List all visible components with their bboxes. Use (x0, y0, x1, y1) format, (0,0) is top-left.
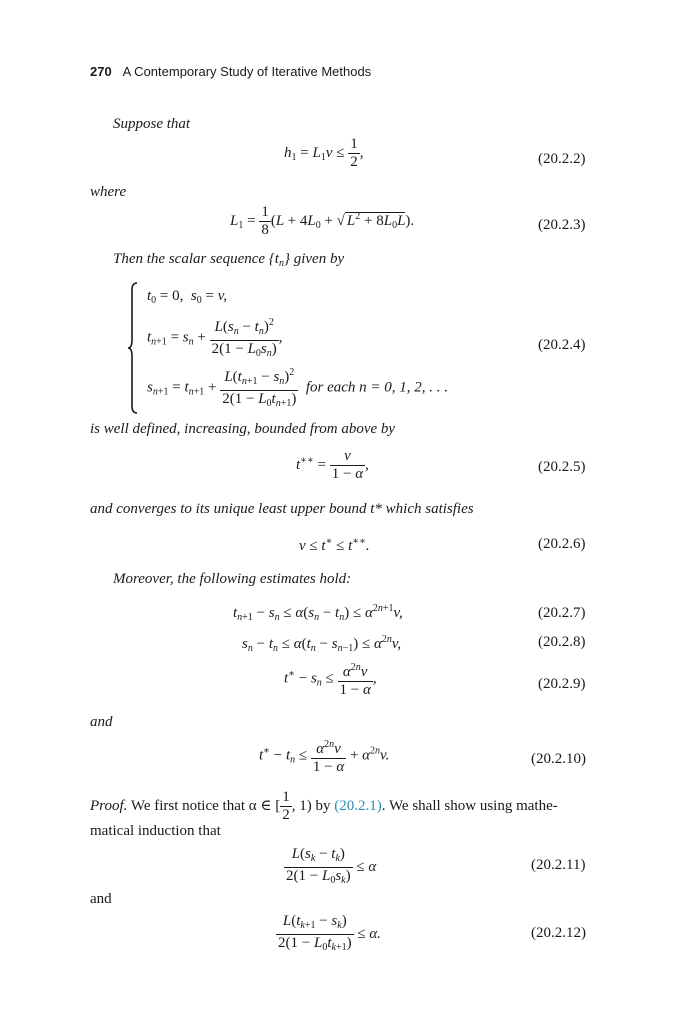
then-sequence-end: } given by (283, 251, 345, 267)
and-italic-text: and (90, 714, 113, 730)
one-half-fraction: $\frac{1}{2}$ (282, 789, 290, 823)
proof-text-part-3: . We shall show using mathe- (381, 797, 558, 814)
proof-text-part-1: We first notice that α ∈ [ (130, 797, 281, 814)
proof-paragraph (90, 789, 558, 824)
for-each-text: for each n = 0, 1, 2, . . . (305, 379, 449, 396)
equation-20-2-10: $t^∗ - t_n$ ≤ $\frac{\alpha^{2n}v}{1 - \alpha}$ + $\alpha^{2n}v$. (259, 736, 389, 776)
proof-text-part-2: , 1) by (291, 797, 335, 814)
proof-text-line-2: matical induction that (90, 823, 221, 839)
equation-20-2-4-line-3: $s_{n+1} = t_{n+1}$ + $\frac{L(t_{n+1} - s_n)^2}{2(1 - L_0t_{n+1})}$ for each n = 0, 1, 2, . . . (147, 364, 448, 412)
moreover-text: Moreover, the following estimates hold: (113, 571, 352, 587)
then-sequence-text (113, 251, 344, 269)
suppose-that-text: Suppose that (113, 116, 191, 132)
left-brace-icon (128, 282, 138, 414)
converges-text: and converges to its unique least upper bound t* which satisfies (90, 501, 474, 517)
equation-number: (20.2.3) (538, 217, 586, 233)
equation-number: (20.2.12) (531, 925, 586, 941)
then-sequence-part: Then the scalar sequence {t (113, 251, 279, 267)
equation-20-2-9: $t^∗ - s_n$ ≤ $\frac{\alpha^{2n}v}{1 - \alpha}$ , (284, 659, 377, 699)
equation-20-2-6: v ≤ t∗ ≤ t∗∗. (299, 536, 370, 554)
equation-number: (20.2.6) (538, 536, 586, 552)
equation-number: (20.2.9) (538, 676, 586, 692)
equation-20-2-5: t∗∗ = $\frac{v}{1 - \alpha}$ , (296, 448, 369, 482)
equation-20-2-4-line-1: $t_0 = 0$, $s_0 = v$, (147, 288, 227, 306)
proof-label: Proof. (90, 797, 128, 814)
sequence-subscript: n (278, 258, 284, 269)
equation-number: (20.2.7) (538, 605, 586, 621)
equation-20-2-8: $s_n - t_n \le \alpha(t_n - s_{n-1}) \le \alpha^{2n}v$, (242, 634, 402, 654)
where-text: where (90, 184, 127, 200)
equation-20-2-4-line-2: $t_{n+1} = s_n$ + $\frac{L(s_n - t_n)^2}{2(1 - L_0s_n)}$ , (147, 314, 283, 362)
running-header (90, 64, 371, 79)
equation-20-2-3: $L_1$ = $\frac{1}{8}$ ($L + 4L_0$ + √ $L^2 + 8L_0L$). (230, 204, 415, 238)
equation-number: (20.2.11) (531, 857, 586, 873)
well-defined-text: is well defined, increasing, bounded from above by (90, 421, 396, 437)
equation-number: (20.2.10) (531, 751, 586, 767)
equation-20-2-12: $\frac{L(t_{k+1} - s_k)}{2(1 - L_0t_{k+1})}$ ≤ α. (278, 913, 381, 953)
equation-number: (20.2.5) (538, 459, 586, 475)
page-number: 270 (90, 64, 112, 79)
equation-number: (20.2.4) (538, 337, 586, 353)
equation-reference-link[interactable]: (20.2.1) (334, 797, 382, 814)
equation-number: (20.2.2) (538, 151, 586, 167)
book-title: A Contemporary Study of Iterative Methods (122, 64, 372, 79)
equation-20-2-11: $\frac{L(s_k - t_k)}{2(1 - L_0s_k)}$ ≤ α (286, 846, 377, 886)
equation-number: (20.2.8) (538, 634, 586, 650)
equation-20-2-7: $t_{n+1} - s_n \le \alpha(s_n - t_n) \le \alpha^{2n+1}v$, (233, 603, 403, 623)
equation-20-2-2: $h_1 = L_1v$ ≤ $\frac{1}{2}$ , (284, 136, 364, 170)
and-roman-text: and (90, 891, 112, 907)
